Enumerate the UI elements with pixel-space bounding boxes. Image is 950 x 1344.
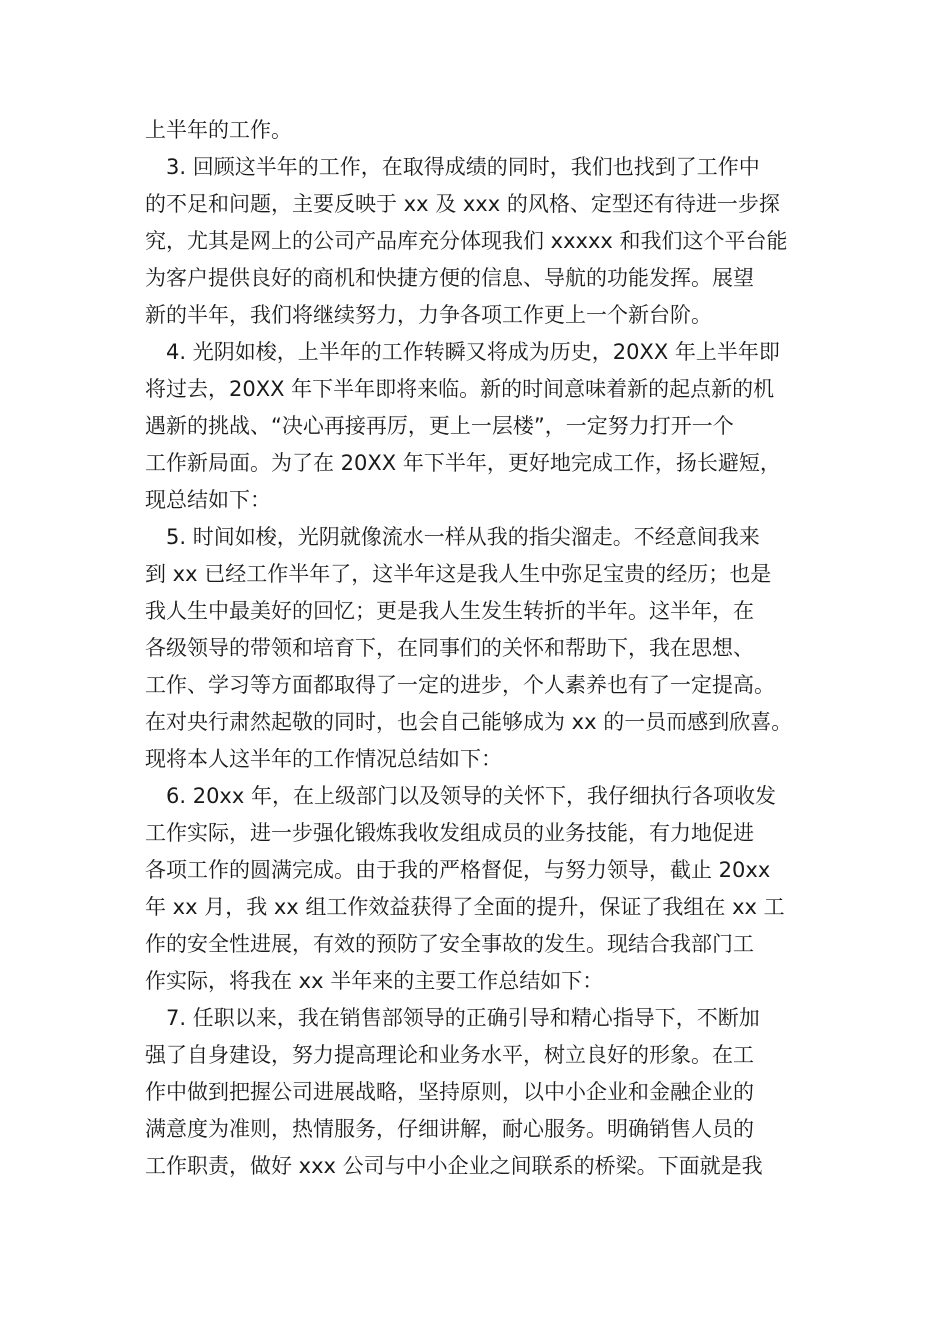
text-line: 作的安全性进展，有效的预防了安全事故的发生。现结合我部门工 [145,932,754,956]
text-line: 各项工作的圆满完成。由于我的严格督促，与努力领导，截止 20xx [145,858,771,882]
text-line: 究，尤其是网上的公司产品库充分体现我们 xxxxx 和我们这个平台能 [145,229,788,253]
text-line: 作实际，将我在 xx 半年来的主要工作总结如下： [145,969,604,993]
text-line: 各级领导的带领和培育下，在同事们的关怀和帮助下，我在思想、 [145,636,754,660]
text-line: 作中做到把握公司进展战略，坚持原则，以中小企业和金融企业的 [145,1080,754,1104]
text-line: 3. 回顾这半年的工作，在取得成绩的同时，我们也找到了工作中 [166,155,760,179]
text-line: 现总结如下： [145,488,271,512]
text-line: 将过去，20XX 年下半年即将来临。新的时间意味着新的起点新的机 [145,377,775,401]
text-line: 7. 任职以来，我在销售部领导的正确引导和精心指导下，不断加 [166,1006,760,1030]
text-line: 年 xx 月，我 xx 组工作效益获得了全面的提升，保证了我组在 xx 工 [145,895,785,919]
text-line: 工作新局面。为了在 20XX 年下半年，更好地完成工作，扬长避短， [145,451,781,475]
text-line: 工作职责，做好 xxx 公司与中小企业之间联系的桥梁。下面就是我 [145,1154,763,1178]
text-line: 我人生中最美好的回忆；更是我人生发生转折的半年。这半年，在 [145,599,754,623]
text-line: 新的半年，我们将继续努力，力争各项工作更上一个新台阶。 [145,303,712,327]
text-line: 工作实际，进一步强化锻炼我收发组成员的业务技能，有力地促进 [145,821,754,845]
text-line: 满意度为准则，热情服务，仔细讲解，耐心服务。明确销售人员的 [145,1117,754,1141]
text-line: 在对央行肃然起敬的同时，也会自己能够成为 xx 的一员而感到欣喜。 [145,710,793,734]
text-line: 为客户提供良好的商机和快捷方便的信息、导航的功能发挥。展望 [145,266,754,290]
text-line: 遇新的挑战、“决心再接再厉，更上一层楼”，一定努力打开一个 [145,414,734,438]
text-line: 强了自身建设，努力提高理论和业务水平，树立良好的形象。在工 [145,1043,754,1067]
text-line: 5. 时间如梭，光阴就像流水一样从我的指尖溜走。不经意间我来 [166,525,760,549]
text-line: 到 xx 已经工作半年了，这半年这是我人生中弥足宝贵的经历；也是 [145,562,772,586]
text-line: 的不足和问题，主要反映于 xx 及 xxx 的风格、定型还有待进一步探 [145,192,780,216]
text-line: 6. 20xx 年，在上级部门以及领导的关怀下，我仔细执行各项收发 [166,784,776,808]
text-line: 上半年的工作。 [145,118,292,142]
text-line: 4. 光阴如梭，上半年的工作转瞬又将成为历史，20XX 年上半年即 [166,340,780,364]
text-line: 现将本人这半年的工作情况总结如下： [145,747,502,771]
text-line: 工作、学习等方面都取得了一定的进步，个人素养也有了一定提高。 [145,673,775,697]
